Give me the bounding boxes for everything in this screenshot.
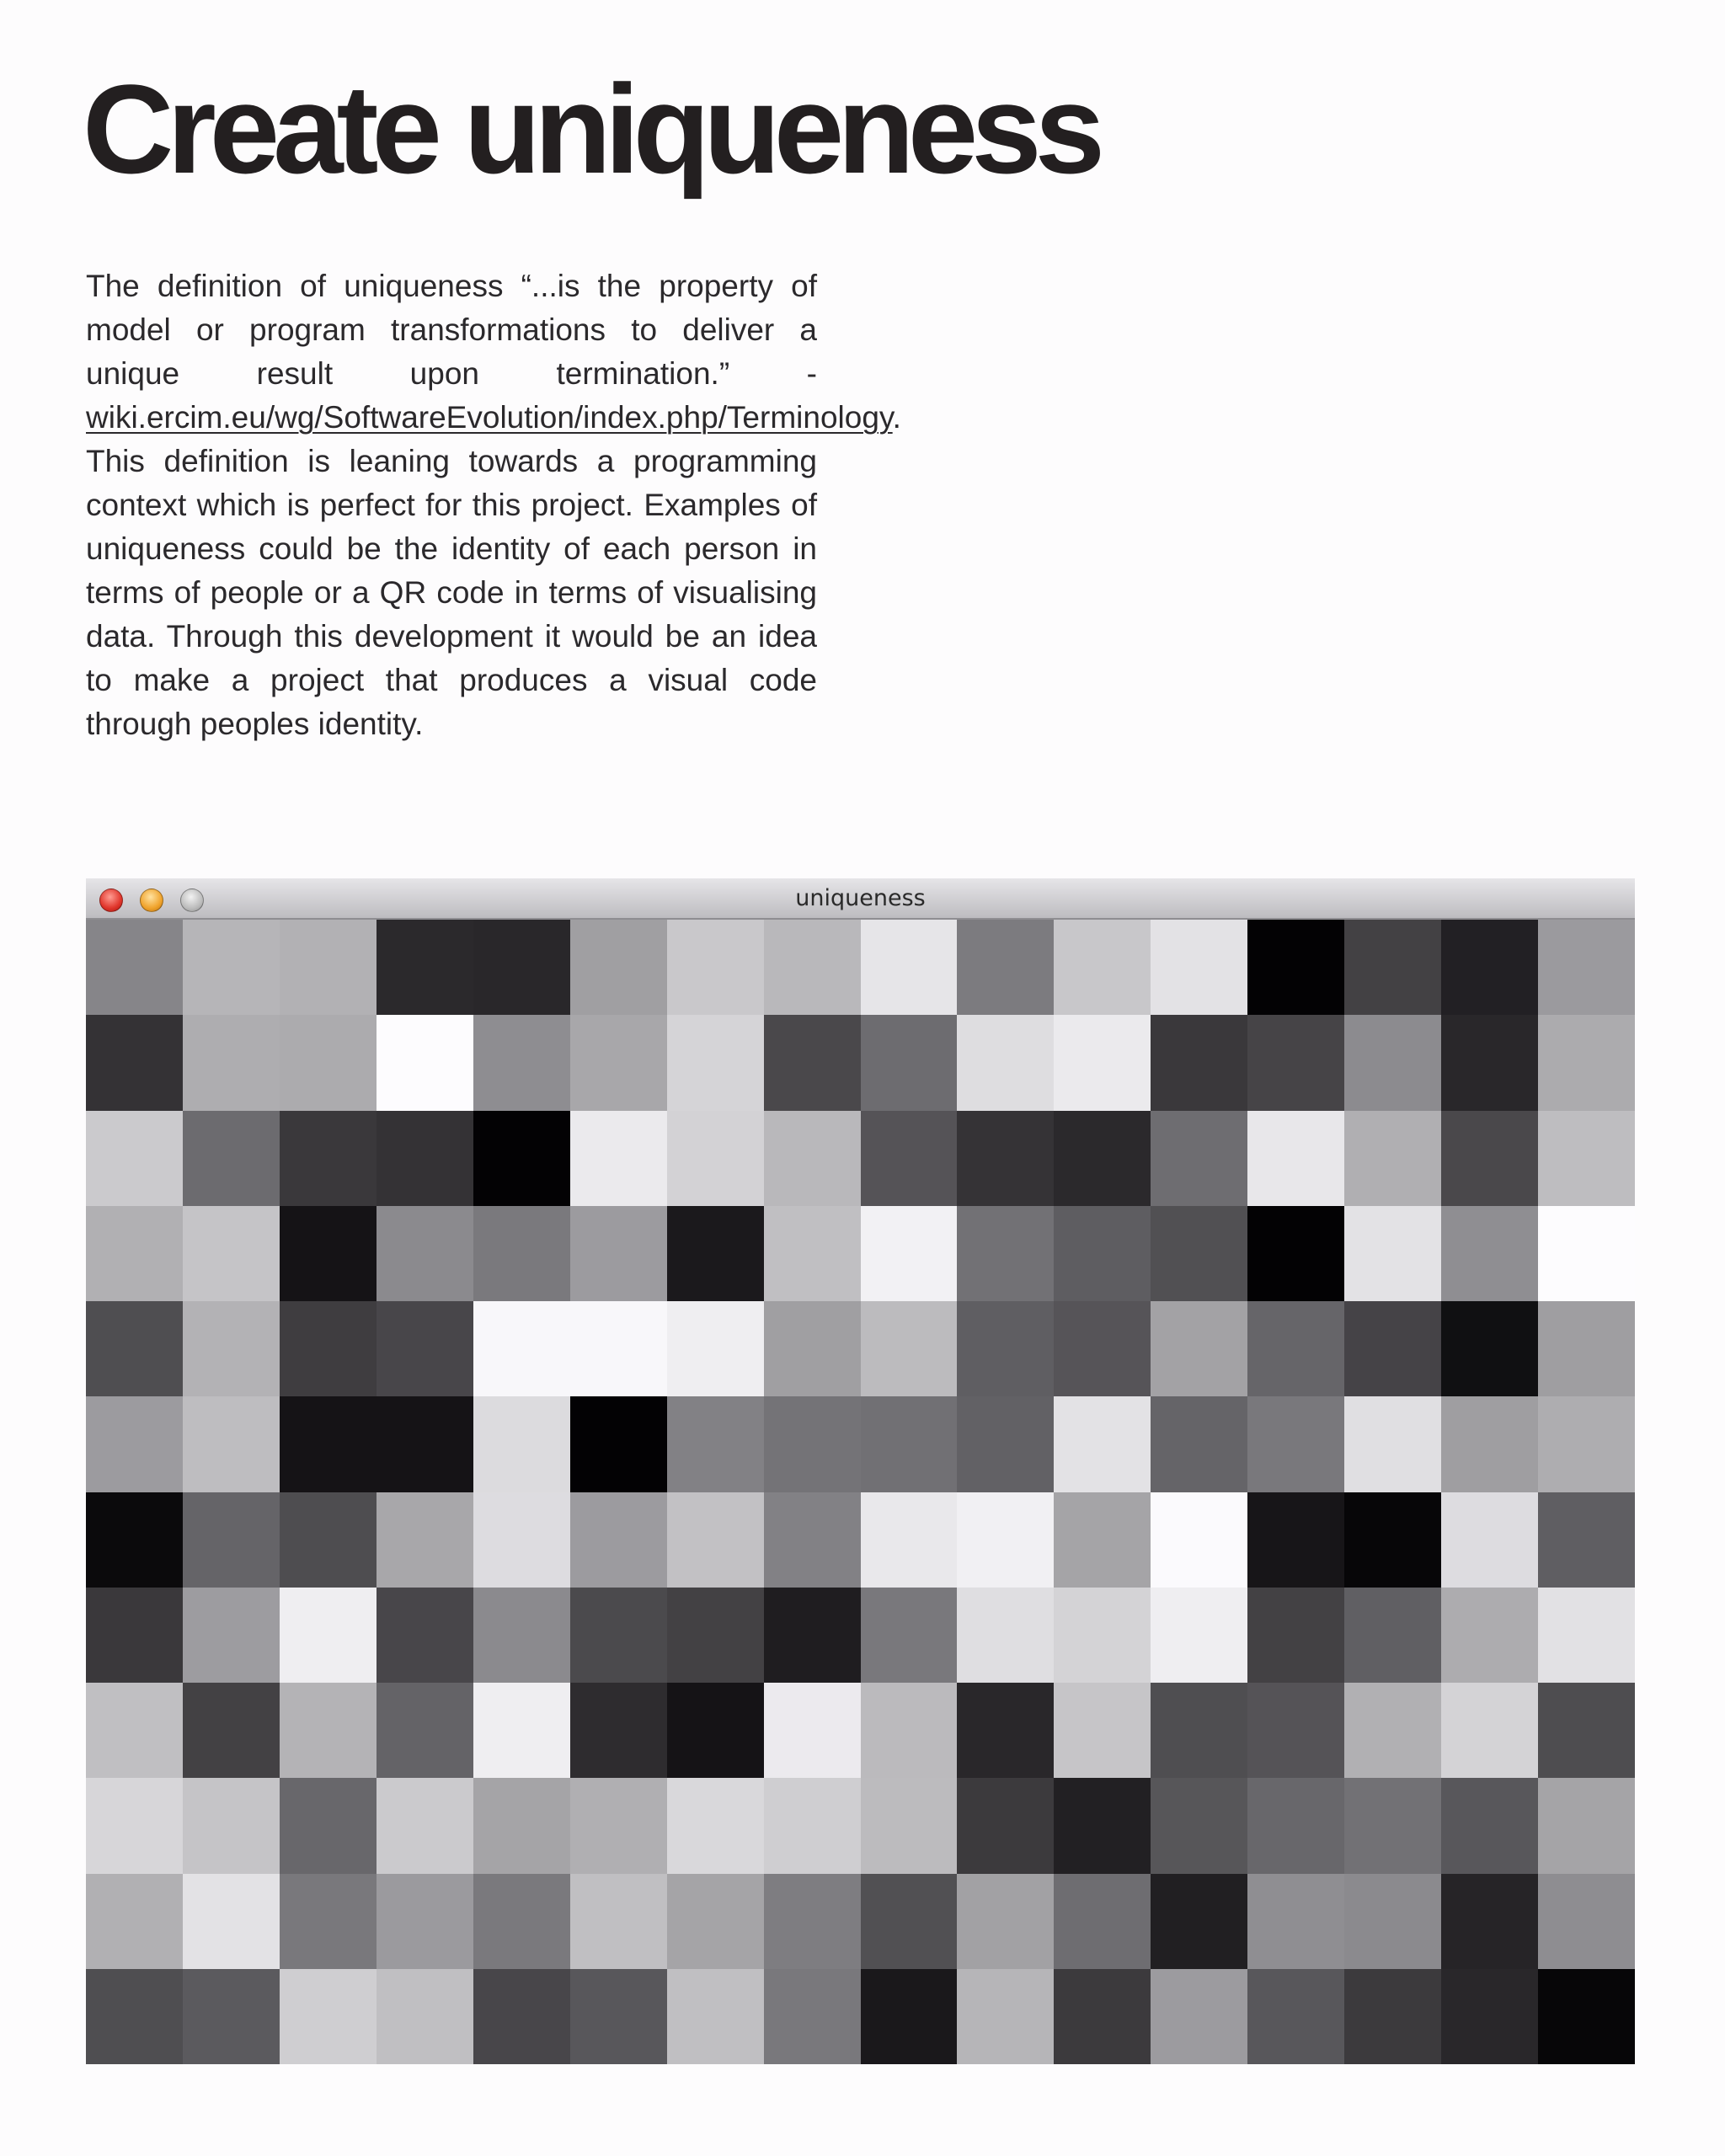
grid-cell: [861, 1396, 958, 1492]
grid-cell: [861, 1492, 958, 1588]
grid-cell: [1054, 1683, 1151, 1778]
grid-cell: [957, 1969, 1054, 2064]
grid-cell: [764, 1969, 861, 2064]
grid-cell: [1151, 1015, 1247, 1110]
grid-cell: [473, 1969, 570, 2064]
grid-cell: [861, 1015, 958, 1110]
grid-cell: [764, 1874, 861, 1969]
grid-cell: [1441, 1874, 1538, 1969]
grid-cell: [667, 1301, 764, 1396]
grid-cell: [280, 1778, 377, 1873]
grid-cell: [1151, 1492, 1247, 1588]
grid-cell: [861, 920, 958, 1015]
grid-cell: [473, 1492, 570, 1588]
grid-cell: [667, 1015, 764, 1110]
grid-cell: [86, 1874, 183, 1969]
grid-cell: [764, 1588, 861, 1683]
grid-cell: [183, 1874, 280, 1969]
grid-cell: [473, 1111, 570, 1206]
grid-cell: [473, 1396, 570, 1492]
grid-cell: [570, 1969, 667, 2064]
grid-cell: [957, 1492, 1054, 1588]
grid-cell: [1441, 1301, 1538, 1396]
grid-cell: [957, 1111, 1054, 1206]
grid-cell: [473, 1301, 570, 1396]
grid-cell: [667, 1492, 764, 1588]
grid-cell: [473, 1015, 570, 1110]
grid-cell: [667, 920, 764, 1015]
grid-cell: [957, 1874, 1054, 1969]
window-titlebar[interactable]: [86, 878, 1635, 920]
grid-cell: [86, 1111, 183, 1206]
grid-cell: [570, 1588, 667, 1683]
grid-cell: [957, 1778, 1054, 1873]
grid-cell: [473, 1683, 570, 1778]
grid-cell: [377, 1396, 473, 1492]
grid-cell: [1344, 1206, 1441, 1301]
grid-cell: [861, 1778, 958, 1873]
grid-cell: [473, 1588, 570, 1683]
grid-cell: [861, 1874, 958, 1969]
grid-cell: [1151, 920, 1247, 1015]
grid-cell: [667, 1206, 764, 1301]
grid-cell: [1344, 920, 1441, 1015]
grid-cell: [1247, 1969, 1344, 2064]
grid-cell: [1247, 1874, 1344, 1969]
grid-cell: [1054, 1588, 1151, 1683]
grid-cell: [764, 1492, 861, 1588]
grid-cell: [1441, 1778, 1538, 1873]
uniqueness-window: [86, 878, 1635, 2064]
grid-cell: [377, 1683, 473, 1778]
grid-cell: [1441, 1492, 1538, 1588]
grid-cell: [1247, 1301, 1344, 1396]
grid-cell: [183, 920, 280, 1015]
grid-cell: [473, 920, 570, 1015]
grid-cell: [183, 1492, 280, 1588]
grid-cell: [1538, 1206, 1635, 1301]
grid-cell: [1344, 1874, 1441, 1969]
grid-cell: [280, 1969, 377, 2064]
grid-cell: [1247, 920, 1344, 1015]
grid-cell: [1151, 1206, 1247, 1301]
grid-cell: [183, 1969, 280, 2064]
grid-cell: [1538, 1588, 1635, 1683]
grid-cell: [1344, 1588, 1441, 1683]
intro-paragraph: [86, 264, 901, 746]
grid-cell: [957, 1683, 1054, 1778]
grid-cell: [377, 1492, 473, 1588]
grid-cell: [957, 1015, 1054, 1110]
grid-cell: [570, 920, 667, 1015]
grid-cell: [183, 1206, 280, 1301]
grid-cell: [377, 1206, 473, 1301]
grid-cell: [570, 1111, 667, 1206]
grid-cell: [957, 1396, 1054, 1492]
grid-cell: [86, 1492, 183, 1588]
grid-cell: [86, 1778, 183, 1873]
grid-cell: [1441, 1683, 1538, 1778]
grid-cell: [86, 920, 183, 1015]
grid-cell: [86, 1588, 183, 1683]
grid-cell: [1151, 1396, 1247, 1492]
grid-cell: [183, 1588, 280, 1683]
grid-cell: [377, 1969, 473, 2064]
grid-cell: [280, 1301, 377, 1396]
grid-cell: [86, 1396, 183, 1492]
grid-cell: [861, 1111, 958, 1206]
grid-cell: [764, 1111, 861, 1206]
grid-cell: [473, 1206, 570, 1301]
grid-cell: [1247, 1683, 1344, 1778]
grid-cell: [1054, 1492, 1151, 1588]
grid-cell: [1247, 1111, 1344, 1206]
grid-cell: [1538, 1969, 1635, 2064]
grid-cell: [280, 1015, 377, 1110]
grid-cell: [1054, 1778, 1151, 1873]
grid-cell: [957, 1588, 1054, 1683]
grid-cell: [957, 920, 1054, 1015]
grid-cell: [764, 1301, 861, 1396]
grid-cell: [1054, 1874, 1151, 1969]
grid-cell: [1538, 1396, 1635, 1492]
grid-cell: [473, 1778, 570, 1873]
grid-cell: [86, 1683, 183, 1778]
grid-cell: [570, 1874, 667, 1969]
grid-cell: [764, 1778, 861, 1873]
grid-cell: [1054, 1206, 1151, 1301]
grid-cell: [1538, 1301, 1635, 1396]
grid-cell: [667, 1874, 764, 1969]
grid-cell: [377, 1111, 473, 1206]
grid-cell: [570, 1683, 667, 1778]
grid-cell: [667, 1588, 764, 1683]
grid-cell: [377, 1015, 473, 1110]
grid-cell: [1247, 1396, 1344, 1492]
grid-cell: [1151, 1874, 1247, 1969]
grid-cell: [280, 1683, 377, 1778]
grid-cell: [764, 1015, 861, 1110]
grid-cell: [183, 1396, 280, 1492]
grid-cell: [1441, 1111, 1538, 1206]
grid-cell: [1441, 1396, 1538, 1492]
grid-cell: [377, 1301, 473, 1396]
grid-cell: [1344, 1111, 1441, 1206]
grid-cell: [861, 1588, 958, 1683]
grid-cell: [667, 1396, 764, 1492]
window-title: uniqueness: [795, 885, 926, 911]
grid-cell: [1151, 1588, 1247, 1683]
grid-cell: [1538, 1874, 1635, 1969]
grid-cell: [183, 1301, 280, 1396]
grid-cell: [377, 1588, 473, 1683]
grid-cell: [1344, 1396, 1441, 1492]
grid-cell: [1538, 1492, 1635, 1588]
grid-cell: [1247, 1778, 1344, 1873]
grid-cell: [1538, 1778, 1635, 1873]
intro-text-start: The definition of uniqueness “...is the property of model or program transformations to deliver a unique result upon termination.” -: [86, 269, 817, 391]
grid-cell: [570, 1301, 667, 1396]
grid-cell: [1538, 920, 1635, 1015]
grid-cell: [1344, 1778, 1441, 1873]
grid-cell: [1054, 920, 1151, 1015]
grid-cell: [764, 1206, 861, 1301]
grid-cell: [1441, 1969, 1538, 2064]
grid-cell: [280, 1492, 377, 1588]
grid-cell: [280, 1396, 377, 1492]
grid-cell: [86, 1969, 183, 2064]
grid-cell: [570, 1206, 667, 1301]
grid-cell: [861, 1969, 958, 2064]
grid-cell: [280, 1874, 377, 1969]
grid-cell: [1247, 1206, 1344, 1301]
grid-cell: [280, 1206, 377, 1301]
page-title: Create uniqueness: [83, 58, 1099, 200]
intro-text-end: . This definition is leaning towards a programming context which is perfect for this project. Examples of uniqueness could be the identity of each person in terms of people or a QR code in terms of visualising data. Through this development it would be an idea to make a project that produces a visual code through peoples identity.: [86, 400, 901, 741]
grid-cell: [1151, 1301, 1247, 1396]
grid-cell: [86, 1015, 183, 1110]
grid-cell: [957, 1206, 1054, 1301]
grid-cell: [183, 1683, 280, 1778]
terminology-link[interactable]: wiki.ercim.eu/wg/SoftwareEvolution/index.php/Terminology: [86, 400, 893, 435]
grid-cell: [377, 1874, 473, 1969]
grid-cell: [1151, 1778, 1247, 1873]
grid-cell: [1538, 1111, 1635, 1206]
grid-cell: [1344, 1015, 1441, 1110]
grid-cell: [861, 1206, 958, 1301]
grid-cell: [183, 1778, 280, 1873]
grid-cell: [1344, 1492, 1441, 1588]
grid-cell: [1538, 1015, 1635, 1110]
grid-cell: [1538, 1683, 1635, 1778]
grid-cell: [183, 1015, 280, 1110]
grid-cell: [1344, 1301, 1441, 1396]
grid-cell: [1344, 1683, 1441, 1778]
grid-cell: [473, 1874, 570, 1969]
grid-cell: [1151, 1969, 1247, 2064]
grid-cell: [957, 1301, 1054, 1396]
grid-cell: [667, 1969, 764, 2064]
grid-cell: [280, 1588, 377, 1683]
grid-cell: [861, 1683, 958, 1778]
grid-cell: [1054, 1301, 1151, 1396]
grid-cell: [570, 1396, 667, 1492]
grid-cell: [377, 1778, 473, 1873]
grid-cell: [280, 920, 377, 1015]
grid-cell: [764, 1396, 861, 1492]
grid-cell: [1247, 1588, 1344, 1683]
grid-cell: [1247, 1492, 1344, 1588]
grid-cell: [667, 1111, 764, 1206]
grid-cell: [1151, 1111, 1247, 1206]
grid-cell: [86, 1301, 183, 1396]
grid-cell: [764, 920, 861, 1015]
grid-cell: [570, 1015, 667, 1110]
grid-cell: [1054, 1015, 1151, 1110]
grid-cell: [1344, 1969, 1441, 2064]
grid-cell: [280, 1111, 377, 1206]
grid-cell: [1441, 920, 1538, 1015]
grid-cell: [1441, 1206, 1538, 1301]
grid-cell: [667, 1778, 764, 1873]
grid-cell: [1054, 1396, 1151, 1492]
grid-cell: [861, 1301, 958, 1396]
grid-cell: [1054, 1111, 1151, 1206]
grid-cell: [377, 920, 473, 1015]
grid-cell: [1151, 1683, 1247, 1778]
grid-cell: [1441, 1588, 1538, 1683]
grid-cell: [1054, 1969, 1151, 2064]
grid-cell: [1247, 1015, 1344, 1110]
grid-cell: [86, 1206, 183, 1301]
uniqueness-pixel-grid: [86, 920, 1635, 2064]
grid-cell: [667, 1683, 764, 1778]
grid-cell: [570, 1778, 667, 1873]
grid-cell: [570, 1492, 667, 1588]
grid-cell: [1441, 1015, 1538, 1110]
grid-cell: [764, 1683, 861, 1778]
grid-cell: [183, 1111, 280, 1206]
